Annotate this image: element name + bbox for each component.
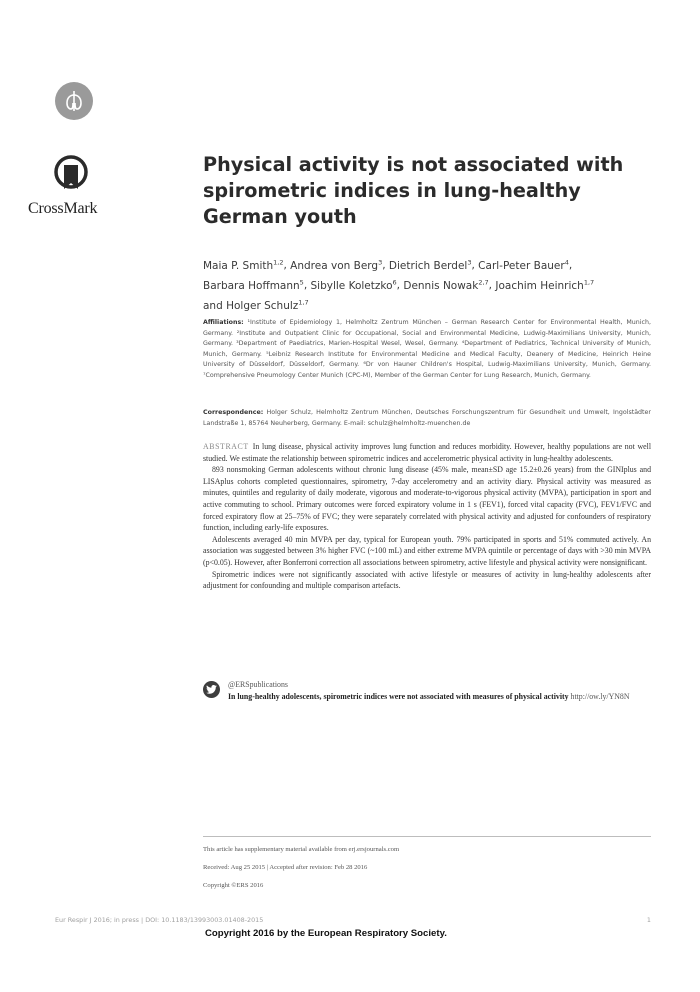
affiliations-text: ¹Institute of Epidemiology 1, Helmholtz Zentrum München – German Research Center for Environmental Health, Munich, Germany. ²Institute and Outpatient Clinic for Occupational, Social and Environmental Medicine, Ludwig-Maximilians University, Munich, Germany. ³Department of Paediatrics, Marien-Hospital Wesel, Wesel, Germany. ⁴Department of Pediatrics, Technical University of Munich, Munich, Germany. ⁵Leibniz Research Institute for Environmental Medicine and Medical Faculty, Deanery of Medicine, Heinrich Heine University of Düsseldorf, Düsseldorf, Germany. ⁶Dr von Hauner Children's Hospital, Ludwig-Maximilians University, Munich, Germany. ⁷Comprehensive Pneumology Center Munich (CPC-M), Member of the German Center for Lung Research, Munich, Germany. (203, 319, 651, 379)
correspondence-label: Correspondence: (203, 409, 264, 416)
tweet-box (203, 679, 651, 702)
tweet-link[interactable]: http://ow.ly/YN8N (570, 691, 630, 701)
affiliations-label: Affiliations: (203, 319, 244, 326)
abstract (203, 441, 651, 592)
ers-logo-icon (55, 82, 93, 120)
affiliations (203, 318, 651, 382)
crossmark-icon (54, 155, 88, 193)
twitter-bird-icon[interactable] (203, 681, 220, 698)
page-footer (55, 916, 651, 924)
author[interactable]: Maia P. Smith$^{1,2}$ (203, 258, 284, 272)
author[interactable]: and Holger Schulz$^{1,7}$ (203, 298, 309, 312)
author[interactable]: Dennis Nowak$^{2,7}$ (403, 278, 489, 292)
author[interactable]: Sibylle Koletzko$^6$ (310, 278, 397, 292)
supplementary-note: This article has supplementary material available from erj.ersjournals.com (203, 846, 400, 853)
crossmark-badge[interactable] (28, 155, 123, 218)
divider (203, 836, 651, 837)
author[interactable]: Carl-Peter Bauer$^4$ (478, 258, 569, 272)
author[interactable]: Dietrich Berdel$^3$ (388, 258, 472, 272)
abstract-paragraph: Spirometric indices were not significantly associated with active lifestyle or measures of activity in lung-healthy adolescents after adjustment for confounding and multiple comparison artefacts. (203, 569, 651, 591)
copyright-note: Copyright ©ERS 2016 (203, 882, 264, 889)
correspondence (203, 408, 651, 429)
tweet-body (228, 679, 651, 702)
author[interactable]: Barbara Hoffmann$^5$ (203, 278, 304, 292)
author-list: Maia P. Smith$^{1,2}$, Andrea von Berg$^3$, Dietrich Berdel$^3$, Carl-Peter Bauer$^4$, Barbara Hoffmann$^5$, Sibylle Koletzko$^6$, Dennis Nowak$^{2,7}$, Joachim Heinrich$^{1,7}$ and Holger Schulz$^{1,7}$ (203, 258, 595, 312)
citation-line[interactable]: Eur Respir J 2016; in press | DOI: 10.1183/13993003.01408-2015 (55, 916, 264, 924)
abstract-label: ABSTRACT (203, 442, 249, 451)
author[interactable]: Andrea von Berg$^3$ (290, 258, 383, 272)
author[interactable]: Joachim Heinrich$^{1,7}$ (495, 278, 595, 292)
abstract-paragraph: 893 nonsmoking German adolescents without chronic lung disease (45% male, mean±SD age 15.2±0.26 years) from the GINIplus and LISAplus cohorts completed questionnaires, spirometry, 7-day accelerometry and an activity diary. Physical activity was measured as minutes, quintiles and regularity of daily moderate, vigorous and moderate-to-vigorous physical activity (MVPA), participation in sport and active commuting to school. Primary outcomes were forced expiratory volume in 1 s (FEV1), forced vital capacity (FVC), FEV1/FVC and forced expiratory flow at 25–75% of FVC; they were separately correlated with physical activity and adjusted for confounders of respiratory function, including early-life exposures. (203, 465, 651, 533)
received-note: Received: Aug 25 2015 | Accepted after revision: Feb 28 2016 (203, 864, 368, 871)
page-number: 1 (646, 916, 651, 924)
abstract-paragraph: Adolescents averaged 40 min MVPA per day, typical for European youth. 79% participated in sports and 51% commuted actively. An association was suggested between 3% higher FVC (~100 mL) and either extreme MVPA quintile or percentage of days with >30 min MVPA (p<0.05). However, after Bonferroni correction all associations between spirometry, active lifestyle and physical activity were nonsignificant. (203, 534, 651, 567)
crossmark-label: CrossMark (28, 200, 98, 217)
tweet-text: In lung-healthy adolescents, spirometric indices were not associated with measures of physical activity (228, 691, 569, 701)
tweet-handle[interactable]: @ERSpublications (228, 680, 288, 689)
abstract-paragraph: ABSTRACT In lung disease, physical activity improves lung function and reduces morbidity. However, healthy populations are not well studied. We estimate the relationship between spirometric indices and accelerometric physical activity in lung-healthy adolescents. (203, 442, 651, 463)
correspondence-text: Holger Schulz, Helmholtz Zentrum München, Deutsches Forschungszentrum für Gesundheit und Umwelt, Ingolstädter Landstraße 1, 85764 Neuherberg, Germany. E-mail: schulz@helmholtz-muenchen.de (203, 409, 651, 427)
article-title: Physical activity is not associated with spirometric indices in lung-healthy German youth (203, 153, 624, 228)
copyright-line: Copyright 2016 by the European Respiratory Society. (205, 928, 447, 939)
